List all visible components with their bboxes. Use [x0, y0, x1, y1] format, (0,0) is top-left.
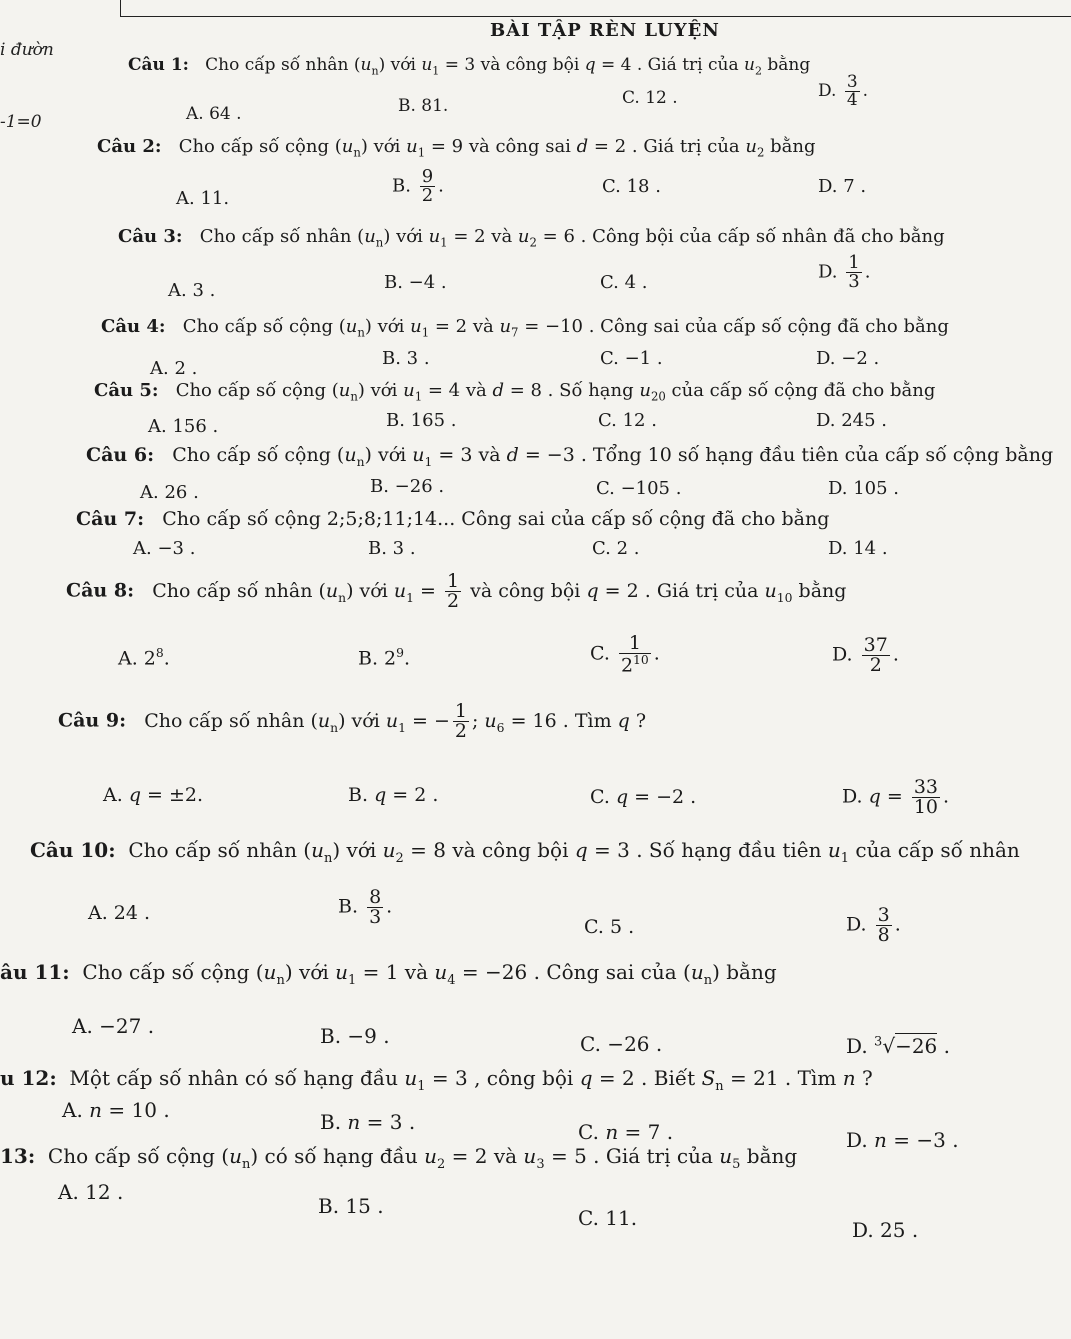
question-13	[0, 1144, 797, 1172]
option-prefix: D.	[846, 913, 867, 936]
option-prefix: D.	[842, 785, 863, 808]
q8-option-a[interactable]: A. $2^8$.	[118, 646, 170, 670]
q13-option-c[interactable]: C. 11.	[578, 1206, 638, 1230]
fraction: $\frac{3}{4}$	[846, 72, 858, 110]
fraction: $\frac{8}{3}$	[369, 886, 382, 928]
header-rule	[120, 16, 1071, 17]
q11-option-c[interactable]: C. −26 .	[580, 1032, 663, 1056]
option-prefix: A.	[103, 784, 123, 806]
q12-option-c[interactable]: C. n = 7 .	[578, 1120, 674, 1144]
question-text: Cho cấp số cộng 2;5;8;11;14... Công sai của cấp số cộng đã cho bằng	[162, 508, 830, 530]
q13-option-b[interactable]: B. 15 .	[318, 1194, 384, 1218]
q1-option-c[interactable]: C. 12 .	[622, 88, 678, 108]
question-label: Câu 9:	[58, 709, 127, 732]
q7-option-b[interactable]: B. 3 .	[368, 538, 416, 559]
q3-option-a[interactable]: A. 3 .	[168, 280, 216, 301]
question-label: Câu 5:	[94, 380, 159, 401]
option-prefix: D.	[832, 643, 853, 666]
question-text: Cho cấp số nhân $(u_n)$ với $u_1$ = $\frac{1}{2}$ và công bội q = 2 . Giá trị của $u_{10}$ bằng	[140, 570, 847, 612]
option-prefix: B.	[392, 175, 411, 197]
q8-option-d[interactable]: D. $\frac{37}{2}$ .	[832, 634, 899, 676]
question-5	[94, 380, 935, 404]
page-title: BÀI TẬP RÈN LUYỆN	[490, 20, 720, 41]
fraction: $\frac{1}{2^{10}}$	[620, 632, 649, 677]
option-prefix: B.	[348, 784, 369, 806]
q10-option-b[interactable]: B. $\frac{8}{3}$ .	[338, 886, 393, 928]
q10-option-c[interactable]: C. 5 .	[584, 916, 635, 938]
fraction: $\frac{33}{10}$	[913, 776, 939, 818]
option-prefix: D.	[818, 81, 837, 101]
q10-option-d[interactable]: D. $\frac{3}{8}$ .	[846, 904, 901, 946]
q12-option-b[interactable]: B. n = 3 .	[320, 1110, 416, 1134]
question-text: Cho cấp số nhân $(u_n)$ với $u_2 = 8$ và công bội q = 3 . Số hạng đầu tiên $u_1$ của cấp số nhân	[121, 838, 1020, 866]
option-prefix: C.	[590, 786, 610, 808]
q5-option-c[interactable]: C. 12 .	[598, 410, 657, 431]
question-text: Cho cấp số nhân $(u_n)$ với $u_1 = 3$ và công bội q = 4 . Giá trị của $u_2$ bằng	[194, 55, 811, 78]
option-prefix: D.	[818, 261, 838, 283]
fraction: $\frac{37}{2}$	[863, 634, 888, 676]
q6-option-b[interactable]: B. −26 .	[370, 476, 445, 497]
question-4	[101, 316, 949, 340]
question-7	[76, 508, 829, 530]
question-1	[128, 55, 810, 77]
option-prefix: D.	[846, 1128, 868, 1152]
q4-option-a[interactable]: A. 2 .	[150, 358, 198, 379]
q11-option-d[interactable]: D. $^3$√−26 .	[846, 1034, 951, 1058]
question-10	[30, 838, 1020, 866]
header-rule-left	[120, 0, 121, 16]
question-text: Một cấp số nhân có số hạng đầu $u_1 = 3$ , công bội q = 2 . Biết $S_n = 21$ . Tìm n ?	[63, 1066, 873, 1094]
q2-option-b[interactable]: B. $\frac{9}{2}$ .	[392, 166, 444, 206]
question-text: Cho cấp số cộng $(u_n)$ có số hạng đầu $u_2 = 2$ và $u_3 = 5$ . Giá trị của $u_5$ bằng	[41, 1144, 798, 1172]
question-label: Câu 2:	[97, 136, 162, 157]
option-prefix: A.	[62, 1098, 83, 1122]
q1-option-a[interactable]: A. 64 .	[186, 104, 242, 124]
q4-option-c[interactable]: C. −1 .	[600, 348, 663, 369]
question-label: Câu 1:	[128, 55, 189, 75]
q12-option-a[interactable]: A. n = 10 .	[62, 1098, 170, 1122]
question-text: Cho cấp số cộng $(u_n)$ với $u_1 = 1$ và $u_4 = -26$ . Công sai của $(u_n)$ bằng	[76, 960, 777, 988]
q2-option-a[interactable]: A. 11.	[176, 188, 230, 209]
q12-option-d[interactable]: D. n = −3 .	[846, 1128, 959, 1152]
question-3	[118, 226, 945, 250]
q6-option-c[interactable]: C. −105 .	[596, 478, 682, 499]
option-prefix: A.	[118, 647, 138, 670]
q7-option-a[interactable]: A. −3 .	[133, 538, 196, 559]
q7-option-c[interactable]: C. 2 .	[592, 538, 640, 559]
q9-option-b[interactable]: B. q = 2 .	[348, 784, 439, 806]
question-8	[66, 572, 846, 611]
q9-option-c[interactable]: C. q = −2 .	[590, 786, 697, 808]
question-label: 13:	[0, 1144, 36, 1168]
question-2	[97, 136, 816, 160]
q3-option-b[interactable]: B. −4 .	[384, 272, 447, 293]
option-prefix: B.	[320, 1110, 342, 1134]
fraction: $\frac{1}{3}$	[848, 252, 860, 292]
option-prefix: B.	[338, 895, 359, 918]
margin-note-top: i đườn	[0, 40, 54, 60]
q6-option-d[interactable]: D. 105 .	[828, 478, 900, 499]
question-label: u 12:	[0, 1066, 57, 1090]
q3-option-c[interactable]: C. 4 .	[600, 272, 648, 293]
q5-option-a[interactable]: A. 156 .	[148, 416, 219, 437]
question-text	[150, 508, 162, 530]
fraction: $\frac{3}{8}$	[877, 904, 890, 946]
question-12	[0, 1066, 873, 1094]
question-text: Cho cấp số cộng $(u_n)$ với $u_1 = 2$ và $u_7 = -10$ . Công sai của cấp số cộng đã cho bằng	[171, 316, 949, 340]
question-text: Cho cấp số cộng $(u_n)$ với $u_1 = 3$ và d = −3 . Tổng 10 số hạng đầu tiên của cấp số cộng bằng	[160, 444, 1054, 469]
q11-option-b[interactable]: B. −9 .	[320, 1024, 390, 1048]
margin-note-left: -1=0	[0, 112, 42, 132]
question-label: Câu 8:	[66, 579, 135, 602]
question-11	[0, 960, 777, 988]
q13-option-a[interactable]: A. 12 .	[58, 1180, 124, 1204]
q5-option-b[interactable]: B. 165 .	[386, 410, 457, 431]
q1-option-d[interactable]: D. $\frac{3}{4}$ .	[818, 72, 869, 110]
question-label: Câu 6:	[86, 444, 155, 466]
q3-option-d[interactable]: D. $\frac{1}{3}$ .	[818, 252, 871, 292]
question-text: Cho cấp số cộng $(u_n)$ với $u_1 = 9$ và công sai d = 2 . Giá trị của $u_2$ bằng	[167, 136, 816, 160]
option-prefix: C.	[590, 642, 610, 665]
q6-option-a[interactable]: A. 26 .	[140, 482, 199, 503]
question-label: Câu 7:	[76, 508, 145, 530]
option-prefix: D.	[846, 1034, 868, 1058]
question-label: âu 11:	[0, 960, 70, 984]
question-text: Cho cấp số nhân $(u_n)$ với $u_1$ = − $\frac{1}{2}$ ; $u_6 = 16$ . Tìm q ?	[132, 700, 647, 742]
question-label: Câu 4:	[101, 316, 166, 337]
q1-option-b[interactable]: B. 81.	[398, 96, 449, 116]
q8-option-c[interactable]: C. $\frac{1}{2^{10}}$ .	[590, 632, 660, 677]
option-prefix: C.	[578, 1120, 599, 1144]
q2-option-c[interactable]: C. 18 .	[602, 176, 661, 197]
q7-option-d[interactable]: D. 14 .	[828, 538, 888, 559]
q13-option-d[interactable]: D. 25 .	[852, 1218, 919, 1242]
q10-option-a[interactable]: A. 24 .	[88, 902, 151, 924]
fraction: $\frac{9}{2}$	[421, 166, 434, 206]
q4-option-b[interactable]: B. 3 .	[382, 348, 430, 369]
question-label: Câu 10:	[30, 838, 116, 862]
q8-option-b[interactable]: B. $2^9$.	[358, 646, 411, 670]
question-6	[86, 444, 1053, 469]
q11-option-a[interactable]: A. −27 .	[72, 1014, 155, 1038]
q9-option-d[interactable]: D. q = $\frac{33}{10}$ .	[842, 776, 950, 818]
q9-option-a[interactable]: A. q = ±2.	[103, 784, 204, 806]
question-label: Câu 3:	[118, 226, 183, 247]
question-9	[58, 702, 646, 741]
q4-option-d[interactable]: D. −2 .	[816, 348, 880, 369]
question-text: Cho cấp số nhân $(u_n)$ với $u_1 = 2$ và $u_2 = 6$ . Công bội của cấp số nhân đã cho bằng	[188, 226, 945, 250]
q2-option-d[interactable]: D. 7 .	[818, 176, 867, 197]
q5-option-d[interactable]: D. 245 .	[816, 410, 888, 431]
option-prefix: B.	[358, 647, 379, 670]
question-text: Cho cấp số cộng $(u_n)$ với $u_1 = 4$ và d = 8 . Số hạng $u_{20}$ của cấp số cộng đã cho bằng	[164, 380, 936, 404]
